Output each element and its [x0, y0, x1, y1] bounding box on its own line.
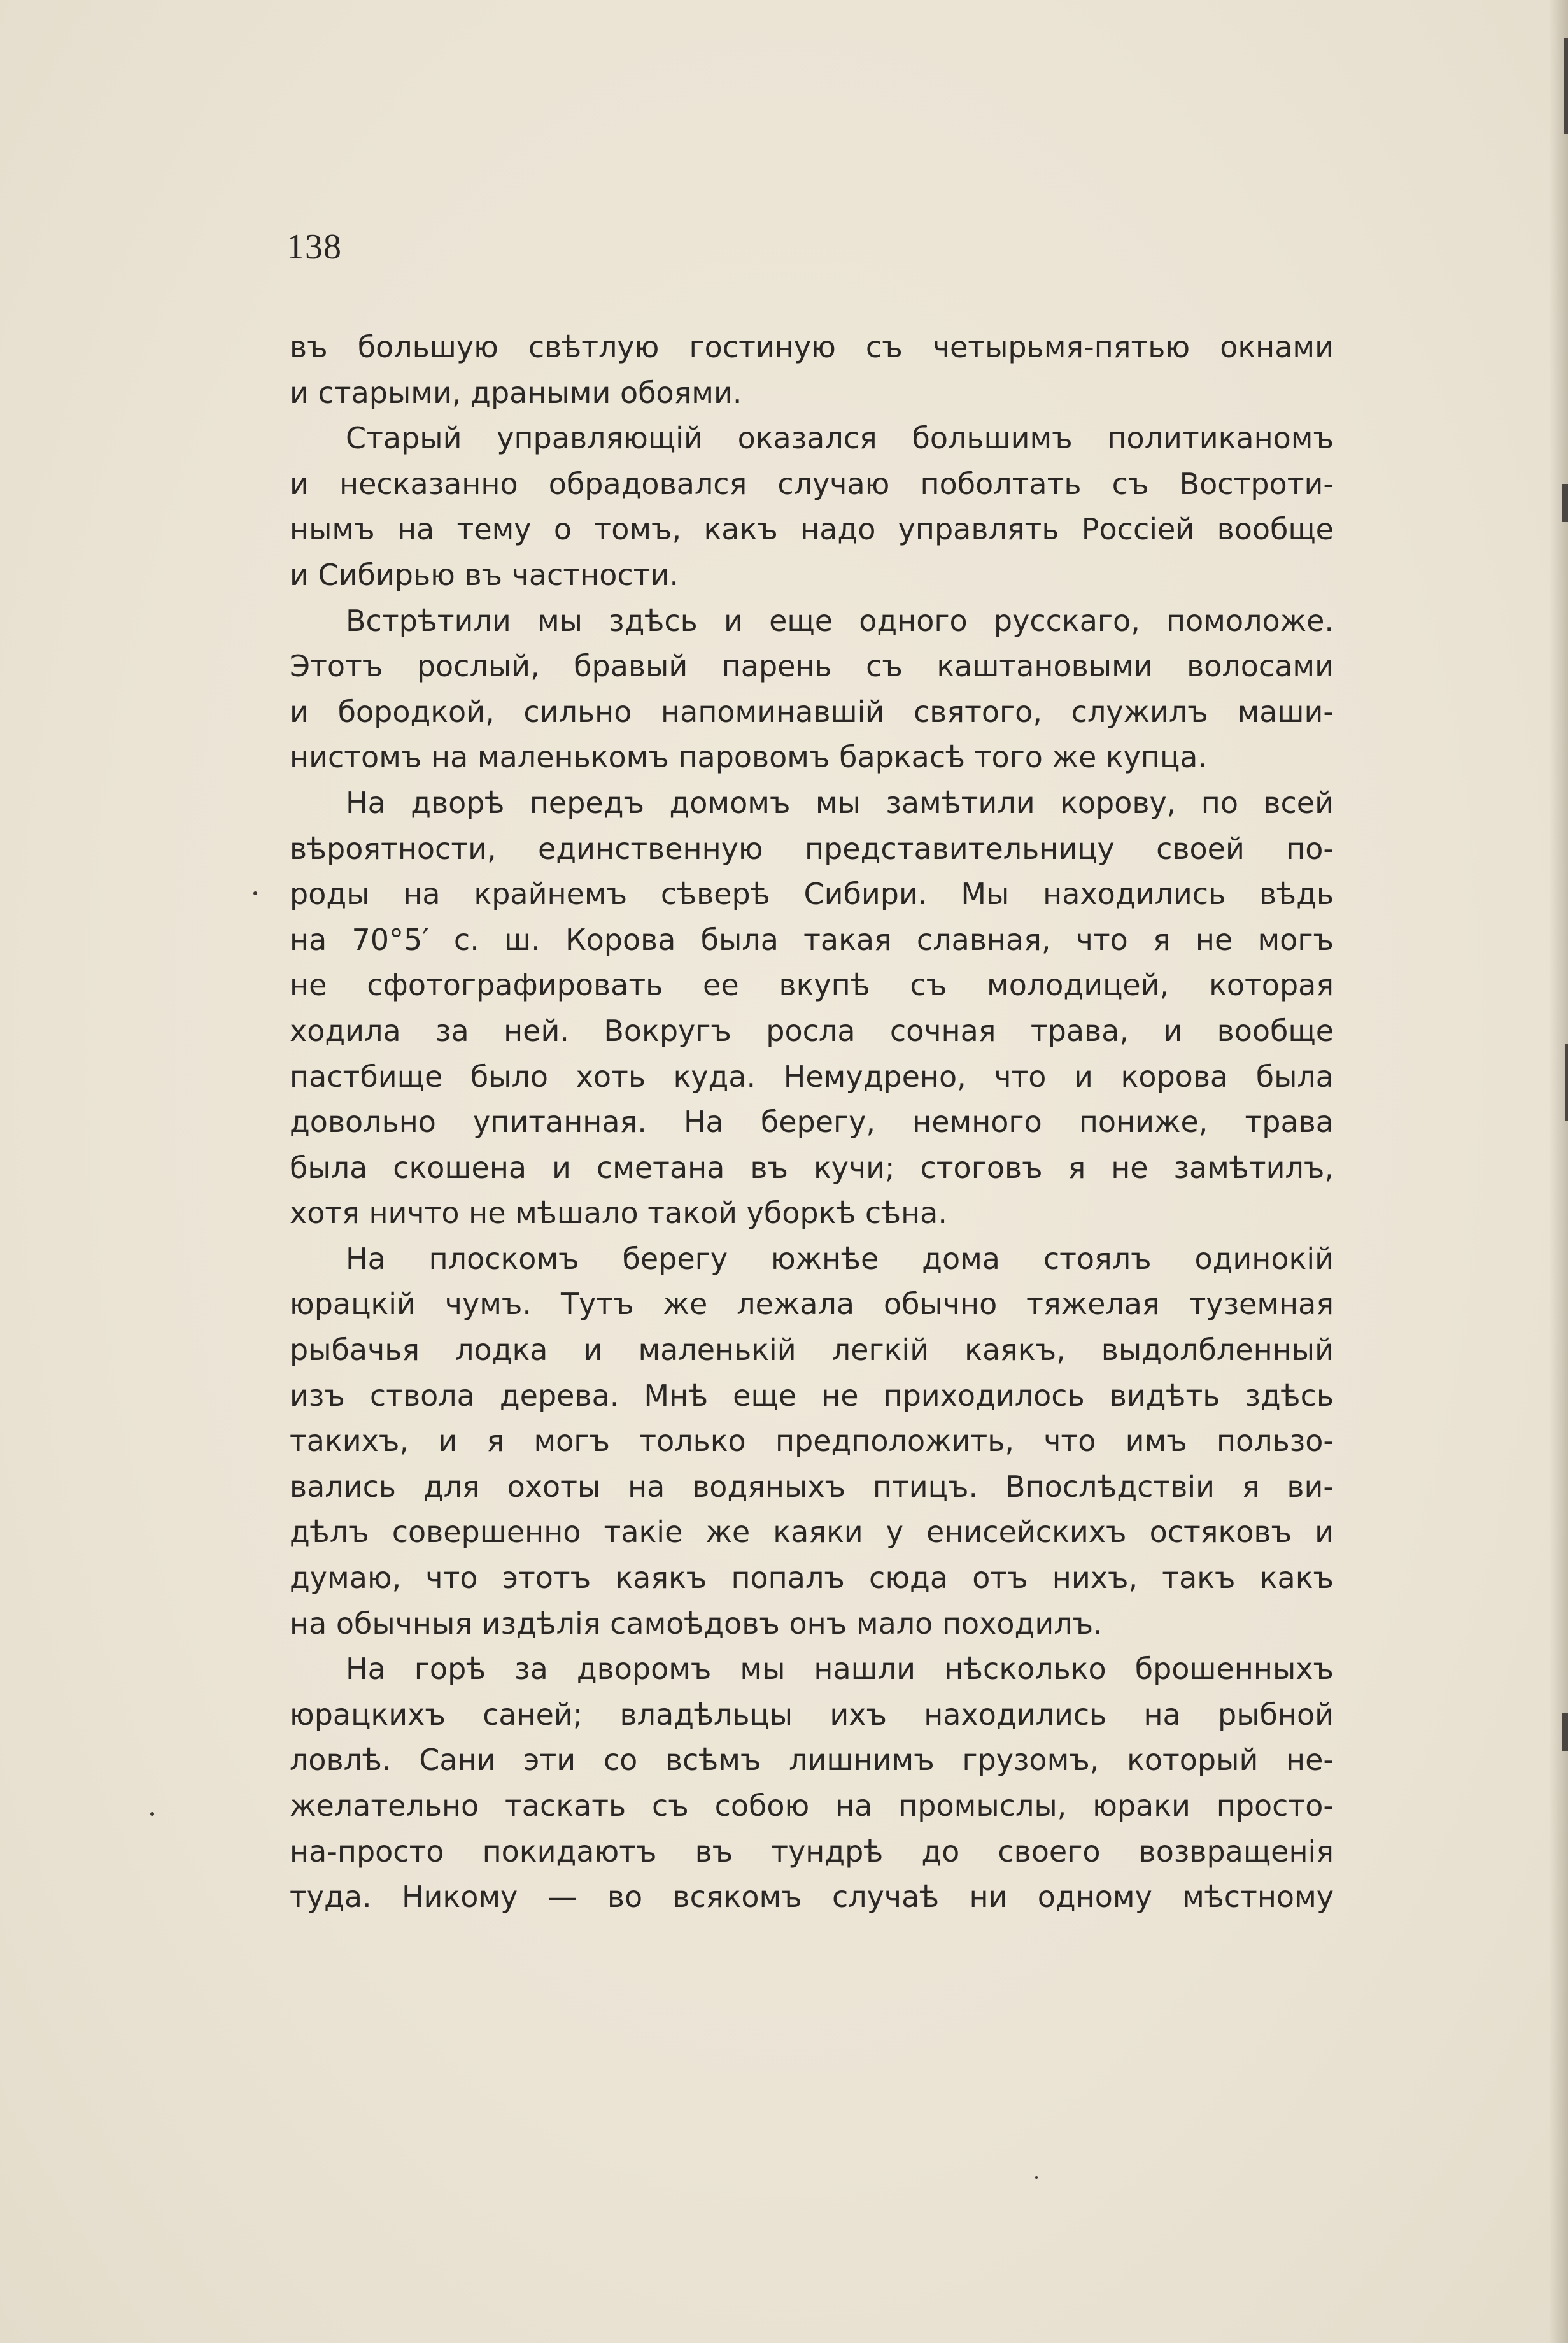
- body-text: [290, 325, 1334, 1920]
- text-line: ходила за ней. Вокругъ росла сочная трава, и вообще: [290, 1013, 1334, 1048]
- text-line: такихъ, и я могъ только предположить, что имъ пользо-: [290, 1424, 1334, 1459]
- text-line: Старый управляющій оказался большимъ политиканомъ: [346, 421, 1334, 456]
- text-line: На дворѣ передъ домомъ мы замѣтили корову, по всей: [346, 785, 1334, 820]
- text-line: и старыми, драными обоями.: [290, 375, 742, 410]
- text-line: туда. Никому — во всякомъ случаѣ ни одному мѣстному: [290, 1879, 1334, 1915]
- text-line: на-просто покидаютъ въ тундрѣ до своего возвращенія: [290, 1834, 1334, 1869]
- text-line: пастбище было хоть куда. Немудрено, что и корова была: [290, 1059, 1334, 1094]
- page-edge-shadow: [1549, 0, 1568, 2343]
- text-line: роды на крайнемъ сѣверѣ Сибири. Мы находились вѣдь: [290, 877, 1334, 912]
- page-edge-mark: [1562, 1713, 1568, 1751]
- text-line: вались для охоты на водяныхъ птицъ. Впослѣдствіи я ви-: [290, 1469, 1334, 1504]
- paper-speck: [1035, 2176, 1038, 2179]
- text-line: желательно таскать съ собою на промыслы, юраки просто-: [290, 1788, 1334, 1823]
- text-line: въ большую свѣтлую гостиную съ четырьмя-пятью окнами: [290, 330, 1334, 364]
- text-line: и Сибирью въ частности.: [290, 557, 679, 592]
- text-line: юрацкихъ саней; владѣльцы ихъ находились на рыбной: [290, 1697, 1334, 1732]
- paper-speck: [150, 1812, 154, 1816]
- text-line: и бородкой, сильно напоминавшій святого, служилъ маши-: [290, 694, 1334, 729]
- text-line: на 70°5′ с. ш. Корова была такая славная, что я не могъ: [290, 922, 1334, 957]
- text-line: нистомъ на маленькомъ паровомъ баркасѣ того же купца.: [290, 740, 1208, 775]
- text-line: юрацкій чумъ. Тутъ же лежала обычно тяжелая туземная: [290, 1287, 1334, 1322]
- text-line: довольно упитанная. На берегу, немного пониже, трава: [290, 1105, 1334, 1140]
- text-line: Этотъ рослый, бравый парень съ каштановыми волосами: [290, 649, 1334, 684]
- text-line: думаю, что этотъ каякъ попалъ сюда отъ нихъ, такъ какъ: [290, 1561, 1334, 1596]
- text-line: На плоскомъ берегу южнѣе дома стоялъ одинокій: [346, 1241, 1334, 1276]
- text-line: вѣроятности, единственную представительницу своей по-: [290, 831, 1334, 866]
- text-line: нымъ на тему о томъ, какъ надо управлять Россіей вообще: [290, 512, 1334, 547]
- page-number: 138: [286, 227, 342, 267]
- page-edge-mark: [1564, 38, 1568, 134]
- page-edge-mark: [1562, 484, 1568, 522]
- text-line: не сфотографировать ее вкупѣ съ молодицей, которая: [290, 968, 1334, 1003]
- text-line: была скошена и сметана въ кучи; стоговъ я не замѣтилъ,: [290, 1150, 1334, 1185]
- text-line: хотя ничто не мѣшало такой уборкѣ сѣна.: [290, 1196, 947, 1231]
- text-line: и несказанно обрадовался случаю поболтать съ Востроти-: [290, 466, 1334, 501]
- paper-speck: [253, 891, 257, 895]
- text-line: ловлѣ. Сани эти со всѣмъ лишнимъ грузомъ, который не-: [290, 1743, 1334, 1778]
- text-line: на обычныя издѣлія самоѣдовъ онъ мало походилъ.: [290, 1606, 1103, 1641]
- text-line: дѣлъ совершенно такіе же каяки у енисейскихъ остяковъ и: [290, 1515, 1334, 1550]
- text-line: рыбачья лодка и маленькій легкій каякъ, выдолбленный: [290, 1333, 1334, 1368]
- text-line: изъ ствола дерева. Мнѣ еще не приходилось видѣть здѣсь: [290, 1378, 1334, 1413]
- text-line: Встрѣтили мы здѣсь и еще одного русскаго, помоложе.: [346, 603, 1334, 638]
- text-line: На горѣ за дворомъ мы нашли нѣсколько брошенныхъ: [346, 1652, 1334, 1687]
- page-edge-mark: [1565, 1044, 1568, 1121]
